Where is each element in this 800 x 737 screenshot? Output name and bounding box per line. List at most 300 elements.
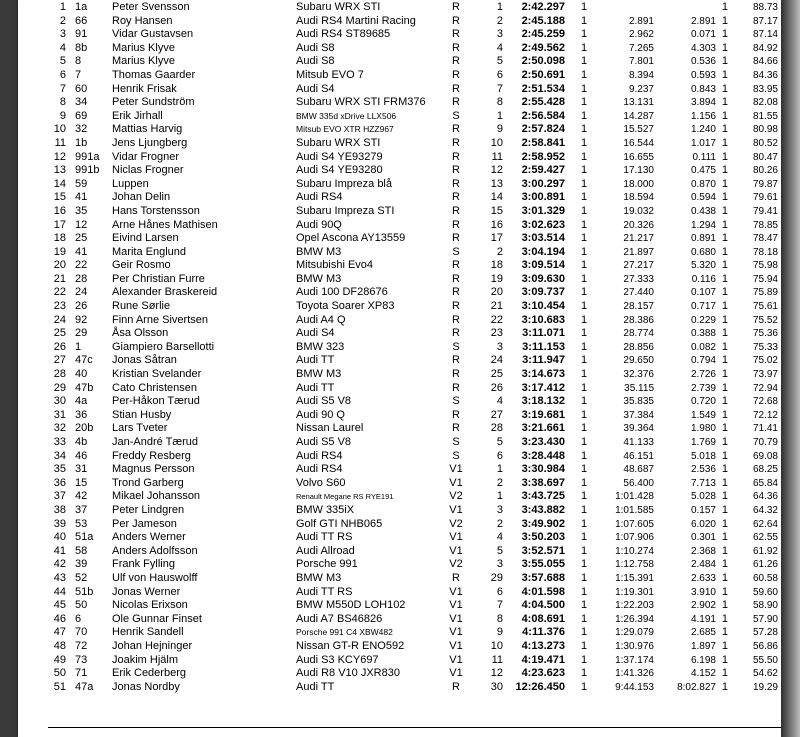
gap-cell: 21.217 xyxy=(623,233,654,245)
time-cell: 3:43.882 xyxy=(521,503,565,516)
time-cell: 3:02.623 xyxy=(521,218,565,231)
position-cell: 37 xyxy=(53,490,66,503)
table-row xyxy=(18,123,781,137)
laps-cell: 1 xyxy=(581,1,588,13)
class-position-cell: 1 xyxy=(496,463,503,476)
flag-cell: 1 xyxy=(721,204,728,217)
class-position-cell: 8 xyxy=(496,96,503,109)
driver-name-cell: Geir Rosmo xyxy=(112,259,171,272)
car-cell: BMW 335d xDrive LLX506 xyxy=(296,110,397,121)
diff-cell: 0.536 xyxy=(690,56,716,68)
flag-cell: 1 xyxy=(721,300,728,313)
class-position-cell: 2 xyxy=(496,245,503,258)
class-cell: V1 xyxy=(449,585,463,598)
class-position-cell: 16 xyxy=(490,218,503,231)
time-cell: 3:49.902 xyxy=(521,517,565,530)
position-cell: 19 xyxy=(53,245,66,258)
position-cell: 8 xyxy=(59,96,66,109)
car-cell: Audi S4 xyxy=(296,82,335,95)
flag-cell: 1 xyxy=(721,313,728,326)
car-cell: Audi RS4 xyxy=(296,449,343,462)
percent-cell: 58.90 xyxy=(752,600,778,612)
time-cell: 2:58.952 xyxy=(521,150,565,163)
diff-cell: 0.475 xyxy=(690,165,716,177)
diff-cell: 8:02.827 xyxy=(677,681,716,693)
driver-name-cell: Per Christian Furre xyxy=(112,272,205,285)
start-number-cell: 60 xyxy=(75,82,88,95)
table-row xyxy=(18,382,781,396)
class-position-cell: 10 xyxy=(490,136,503,149)
flag-cell: 1 xyxy=(721,340,728,353)
driver-name-cell: Jan-André Tærud xyxy=(112,436,199,448)
flag-cell: 1 xyxy=(721,585,728,598)
car-cell: BMW 323 xyxy=(296,340,345,353)
diff-cell: 0.229 xyxy=(690,314,716,326)
class-position-cell: 3 xyxy=(496,503,503,516)
driver-name-cell: Anders Adolfsson xyxy=(112,544,198,557)
start-number-cell: 991b xyxy=(75,164,100,177)
time-cell: 3:10.683 xyxy=(521,313,565,326)
class-position-cell: 27 xyxy=(490,408,503,421)
percent-cell: 65.84 xyxy=(752,477,778,489)
driver-name-cell: Luppen xyxy=(112,177,149,190)
driver-name-cell: Ole Gunnar Finset xyxy=(112,612,202,625)
class-cell: R xyxy=(452,381,460,394)
laps-cell: 1 xyxy=(581,612,588,625)
start-number-cell: 58 xyxy=(75,544,88,557)
driver-name-cell: Vidar Gustavsen xyxy=(112,28,194,41)
class-position-cell: 7 xyxy=(496,599,503,612)
driver-name-cell: Frank Fylling xyxy=(112,558,175,571)
flag-cell: 1 xyxy=(721,327,728,340)
table-row xyxy=(18,42,781,56)
time-cell: 2:45.188 xyxy=(521,14,565,27)
car-cell: Subaru WRX STI xyxy=(296,1,381,13)
time-cell: 2:58.841 xyxy=(521,136,565,149)
start-number-cell: 53 xyxy=(75,517,88,530)
position-cell: 47 xyxy=(53,626,66,639)
driver-name-cell: Stian Husby xyxy=(112,408,172,421)
car-cell: Audi S8 xyxy=(296,41,335,54)
percent-cell: 75.52 xyxy=(752,314,778,326)
position-cell: 46 xyxy=(53,612,66,625)
flag-cell: 1 xyxy=(721,517,728,530)
class-cell: S xyxy=(452,449,460,462)
diff-cell: 0.594 xyxy=(690,192,716,204)
position-cell: 1 xyxy=(59,1,66,13)
gap-cell: 37.384 xyxy=(623,409,654,421)
car-cell: Audi RS4 Martini Racing xyxy=(296,14,416,27)
start-number-cell: 1 xyxy=(75,340,82,353)
class-cell: V2 xyxy=(449,517,463,530)
time-cell: 4:23.623 xyxy=(521,667,565,680)
position-cell: 41 xyxy=(53,544,66,557)
percent-cell: 87.14 xyxy=(752,29,778,41)
time-cell: 3:14.673 xyxy=(521,368,565,381)
flag-cell: 1 xyxy=(721,245,728,258)
percent-cell: 79.61 xyxy=(752,192,778,204)
start-number-cell: 41 xyxy=(75,191,88,204)
class-position-cell: 22 xyxy=(490,313,503,326)
class-position-cell: 24 xyxy=(490,354,503,367)
car-cell: Mitsub EVO XTR HZZ967 xyxy=(296,124,394,135)
class-cell: R xyxy=(452,177,460,190)
laps-cell: 1 xyxy=(581,28,588,41)
class-position-cell: 25 xyxy=(490,368,503,381)
laps-cell: 1 xyxy=(581,585,588,598)
position-cell: 2 xyxy=(59,14,66,27)
start-number-cell: 91 xyxy=(75,28,88,41)
diff-cell: 0.843 xyxy=(690,83,716,95)
start-number-cell: 50 xyxy=(75,599,88,612)
percent-cell: 79.87 xyxy=(752,178,778,190)
diff-cell: 1.549 xyxy=(690,409,716,421)
class-position-cell: 11 xyxy=(491,653,503,666)
position-cell: 50 xyxy=(53,667,66,680)
class-cell: R xyxy=(452,422,460,435)
class-cell: R xyxy=(452,354,460,367)
driver-name-cell: Marita Englund xyxy=(112,245,186,258)
start-number-cell: 31 xyxy=(75,463,88,476)
start-number-cell: 47a xyxy=(75,680,94,693)
class-position-cell: 21 xyxy=(490,300,503,313)
percent-cell: 75.89 xyxy=(752,287,778,299)
class-cell: V1 xyxy=(449,476,463,489)
time-cell: 4:04.500 xyxy=(521,599,565,612)
flag-cell: 1 xyxy=(721,259,728,272)
diff-cell: 0.891 xyxy=(690,233,716,245)
driver-name-cell: Erik Cederberg xyxy=(112,667,186,680)
start-number-cell: 28 xyxy=(75,272,88,285)
position-cell: 3 xyxy=(59,28,66,41)
start-number-cell: 8b xyxy=(75,41,88,54)
flag-cell: 1 xyxy=(721,82,728,95)
diff-cell: 3.910 xyxy=(690,586,716,598)
table-row xyxy=(18,219,781,233)
time-cell: 3:55.055 xyxy=(521,558,565,571)
class-position-cell: 6 xyxy=(496,585,503,598)
position-cell: 16 xyxy=(53,204,66,217)
class-cell: R xyxy=(452,14,460,27)
position-cell: 25 xyxy=(53,327,66,340)
class-cell: V1 xyxy=(449,544,463,557)
car-cell: BMW M3 xyxy=(296,571,342,584)
flag-cell: 1 xyxy=(721,544,728,557)
position-cell: 23 xyxy=(53,300,66,313)
driver-name-cell: Niclas Frogner xyxy=(112,164,184,177)
gap-cell: 18.000 xyxy=(623,178,654,190)
laps-cell: 1 xyxy=(581,368,588,381)
class-cell: R xyxy=(452,28,460,41)
start-number-cell: 47c xyxy=(75,354,93,367)
time-cell: 3:11.071 xyxy=(522,327,565,340)
table-row xyxy=(18,572,781,586)
time-cell: 4:08.691 xyxy=(521,612,565,625)
scroll-shadow xyxy=(781,0,800,737)
class-position-cell: 13 xyxy=(490,177,503,190)
laps-cell: 1 xyxy=(581,286,588,299)
flag-cell: 1 xyxy=(721,109,728,122)
percent-cell: 62.55 xyxy=(752,532,778,544)
flag-cell: 1 xyxy=(721,68,728,81)
start-number-cell: 15 xyxy=(75,476,88,489)
percent-cell: 84.36 xyxy=(752,69,778,81)
percent-cell: 84.66 xyxy=(752,56,778,68)
start-number-cell: 40 xyxy=(75,368,88,381)
start-number-cell: 20b xyxy=(75,422,94,435)
car-cell: Audi TT xyxy=(296,354,335,367)
table-row xyxy=(18,137,781,151)
car-cell: Audi 90 Q xyxy=(296,408,345,421)
table-row xyxy=(18,558,781,572)
laps-cell: 1 xyxy=(581,517,588,530)
driver-name-cell: Anders Werner xyxy=(112,531,186,544)
start-number-cell: 991a xyxy=(75,150,100,163)
car-cell: Audi 100 DF28676 xyxy=(296,286,388,299)
class-position-cell: 30 xyxy=(490,680,503,693)
table-row xyxy=(18,422,781,436)
laps-cell: 1 xyxy=(581,55,588,68)
time-cell: 3:23.430 xyxy=(521,436,565,448)
driver-name-cell: Trond Garberg xyxy=(112,476,184,489)
time-cell: 3:00.297 xyxy=(521,177,565,190)
flag-cell: 1 xyxy=(721,476,728,489)
class-position-cell: 9 xyxy=(496,123,503,136)
flag-cell: 1 xyxy=(721,449,728,462)
time-cell: 3:38.697 xyxy=(521,476,565,489)
diff-cell: 7.713 xyxy=(690,477,716,489)
gap-cell: 1:10.274 xyxy=(615,545,654,557)
start-number-cell: 71 xyxy=(75,667,88,680)
class-cell: V2 xyxy=(449,558,463,571)
class-position-cell: 26 xyxy=(490,381,503,394)
time-cell: 3:19.681 xyxy=(521,408,565,421)
driver-name-cell: Magnus Persson xyxy=(112,463,195,476)
time-cell: 2:50.691 xyxy=(521,68,565,81)
start-number-cell: 59 xyxy=(75,177,88,190)
diff-cell: 2.484 xyxy=(690,559,716,571)
laps-cell: 1 xyxy=(581,123,588,136)
flag-cell: 1 xyxy=(721,123,728,136)
position-cell: 22 xyxy=(53,286,66,299)
laps-cell: 1 xyxy=(581,544,588,557)
driver-name-cell: Jonas Werner xyxy=(112,585,181,598)
diff-cell: 1.240 xyxy=(690,124,716,136)
driver-name-cell: Jens Ljungberg xyxy=(112,136,188,149)
flag-cell: 1 xyxy=(721,232,728,245)
table-row xyxy=(18,28,781,42)
position-cell: 31 xyxy=(53,408,66,421)
class-position-cell: 11 xyxy=(491,150,503,163)
table-row xyxy=(18,314,781,328)
driver-name-cell: Åsa Olsson xyxy=(112,327,169,340)
class-cell: R xyxy=(452,286,460,299)
percent-cell: 55.50 xyxy=(752,654,778,666)
laps-cell: 1 xyxy=(581,82,588,95)
start-number-cell: 24 xyxy=(75,286,88,299)
percent-cell: 79.41 xyxy=(752,205,778,217)
car-cell: Audi RS4 ST89685 xyxy=(296,28,391,41)
table-row xyxy=(18,450,781,464)
percent-cell: 75.98 xyxy=(752,260,778,272)
position-cell: 20 xyxy=(53,259,66,272)
position-cell: 40 xyxy=(53,531,66,544)
start-number-cell: 34 xyxy=(75,96,88,109)
laps-cell: 1 xyxy=(581,395,588,408)
laps-cell: 1 xyxy=(581,476,588,489)
table-row xyxy=(18,613,781,627)
car-cell: BMW M3 xyxy=(296,272,342,285)
percent-cell: 82.08 xyxy=(752,97,778,109)
gap-cell: 1:12.758 xyxy=(615,559,654,571)
gap-cell: 8.394 xyxy=(628,69,654,81)
table-row xyxy=(18,151,781,165)
driver-name-cell: Giampiero Barsellotti xyxy=(112,340,215,353)
position-cell: 11 xyxy=(54,136,66,149)
start-number-cell: 36 xyxy=(75,408,88,421)
table-row xyxy=(18,341,781,355)
table-row xyxy=(18,463,781,477)
laps-cell: 1 xyxy=(581,41,588,54)
car-cell: Nissan GT-R ENO592 xyxy=(296,639,405,652)
time-cell: 12:26.450 xyxy=(515,680,565,693)
laps-cell: 1 xyxy=(581,463,588,476)
flag-cell: 1 xyxy=(721,490,728,503)
car-cell: Opel Ascona AY13559 xyxy=(296,232,406,245)
table-row xyxy=(18,55,781,69)
laps-cell: 1 xyxy=(581,653,588,666)
car-cell: Subaru Impreza STI xyxy=(296,204,395,217)
laps-cell: 1 xyxy=(581,408,588,421)
flag-cell: 1 xyxy=(721,558,728,571)
car-cell: BMW 335iX xyxy=(296,503,355,516)
diff-cell: 1.897 xyxy=(690,640,716,652)
table-row xyxy=(18,110,781,124)
gap-cell: 1:01.585 xyxy=(615,504,654,516)
diff-cell: 0.593 xyxy=(690,69,716,81)
class-position-cell: 5 xyxy=(496,436,503,448)
position-cell: 44 xyxy=(53,585,66,598)
gap-cell: 1:07.906 xyxy=(615,532,654,544)
laps-cell: 1 xyxy=(581,136,588,149)
position-cell: 13 xyxy=(53,164,66,177)
time-cell: 3:18.132 xyxy=(521,395,565,408)
diff-cell: 4.303 xyxy=(690,42,716,54)
driver-name-cell: Marius Klyve xyxy=(112,41,175,54)
car-cell: Nissan Laurel xyxy=(296,422,364,435)
class-cell: R xyxy=(452,82,460,95)
table-row xyxy=(18,232,781,246)
class-cell: S xyxy=(452,395,460,408)
percent-cell: 72.12 xyxy=(752,409,778,421)
driver-name-cell: Henrik Sandell xyxy=(112,626,184,639)
table-row xyxy=(18,164,781,178)
class-position-cell: 29 xyxy=(490,571,503,584)
class-cell: V1 xyxy=(449,626,463,639)
car-cell: Audi TT xyxy=(296,381,335,394)
driver-name-cell: Peter Sundström xyxy=(112,96,195,109)
class-cell: S xyxy=(452,109,460,122)
gap-cell: 19.032 xyxy=(623,205,654,217)
position-cell: 34 xyxy=(53,449,66,462)
laps-cell: 1 xyxy=(581,109,588,122)
percent-cell: 78.47 xyxy=(752,233,778,245)
diff-cell: 1.980 xyxy=(690,423,716,435)
class-cell: S xyxy=(452,436,460,448)
laps-cell: 1 xyxy=(581,164,588,177)
position-cell: 51 xyxy=(53,680,66,693)
percent-cell: 78.18 xyxy=(752,246,778,258)
percent-cell: 87.17 xyxy=(752,15,778,27)
percent-cell: 80.26 xyxy=(752,165,778,177)
position-cell: 33 xyxy=(53,436,66,448)
driver-name-cell: Rune Sørlie xyxy=(112,300,171,313)
flag-cell: 1 xyxy=(721,680,728,693)
table-row xyxy=(18,273,781,287)
start-number-cell: 7 xyxy=(75,68,82,81)
time-cell: 2:59.427 xyxy=(521,164,565,177)
flag-cell: 1 xyxy=(721,164,728,177)
flag-cell: 1 xyxy=(721,218,728,231)
driver-name-cell: Peter Svensson xyxy=(112,1,190,13)
car-cell: Audi 90Q xyxy=(296,218,342,231)
diff-cell: 2.536 xyxy=(690,464,716,476)
table-row xyxy=(18,286,781,300)
laps-cell: 1 xyxy=(581,150,588,163)
driver-name-cell: Roy Hansen xyxy=(112,14,173,27)
table-row xyxy=(18,409,781,423)
position-cell: 21 xyxy=(53,272,66,285)
diff-cell: 2.633 xyxy=(690,572,716,584)
gap-cell: 17.130 xyxy=(623,165,654,177)
time-cell: 3:09.737 xyxy=(521,286,565,299)
gap-cell: 1:19.301 xyxy=(615,586,654,598)
percent-cell: 57.90 xyxy=(752,613,778,625)
flag-cell: 1 xyxy=(721,150,728,163)
laps-cell: 1 xyxy=(581,449,588,462)
class-position-cell: 28 xyxy=(490,422,503,435)
table-row xyxy=(18,531,781,545)
time-cell: 4:01.598 xyxy=(521,585,565,598)
class-cell: V1 xyxy=(449,639,463,652)
car-cell: Subaru WRX STI FRM376 xyxy=(296,96,426,109)
diff-cell: 1.294 xyxy=(690,219,716,231)
car-cell: Mitsub EVO 7 xyxy=(296,68,364,81)
diff-cell: 0.388 xyxy=(690,328,716,340)
class-cell: R xyxy=(452,571,460,584)
gap-cell: 1:22.203 xyxy=(615,600,654,612)
gap-cell: 56.400 xyxy=(623,477,654,489)
driver-name-cell: Mikael Johansson xyxy=(112,490,201,503)
percent-cell: 75.33 xyxy=(752,341,778,353)
gap-cell: 1:15.391 xyxy=(615,572,654,584)
class-cell: R xyxy=(452,150,460,163)
percent-cell: 81.55 xyxy=(752,110,778,122)
class-position-cell: 3 xyxy=(496,340,503,353)
time-cell: 4:13.273 xyxy=(521,639,565,652)
car-cell: Audi S4 YE93280 xyxy=(296,164,383,177)
driver-name-cell: Freddy Resberg xyxy=(112,449,191,462)
position-cell: 9 xyxy=(59,109,66,122)
laps-cell: 1 xyxy=(581,558,588,571)
percent-cell: 62.64 xyxy=(752,518,778,530)
table-row xyxy=(18,300,781,314)
car-cell: Subaru Impreza blå xyxy=(296,177,392,190)
class-cell: R xyxy=(452,218,460,231)
table-row xyxy=(18,599,781,613)
percent-cell: 57.28 xyxy=(752,627,778,639)
class-position-cell: 5 xyxy=(496,55,503,68)
